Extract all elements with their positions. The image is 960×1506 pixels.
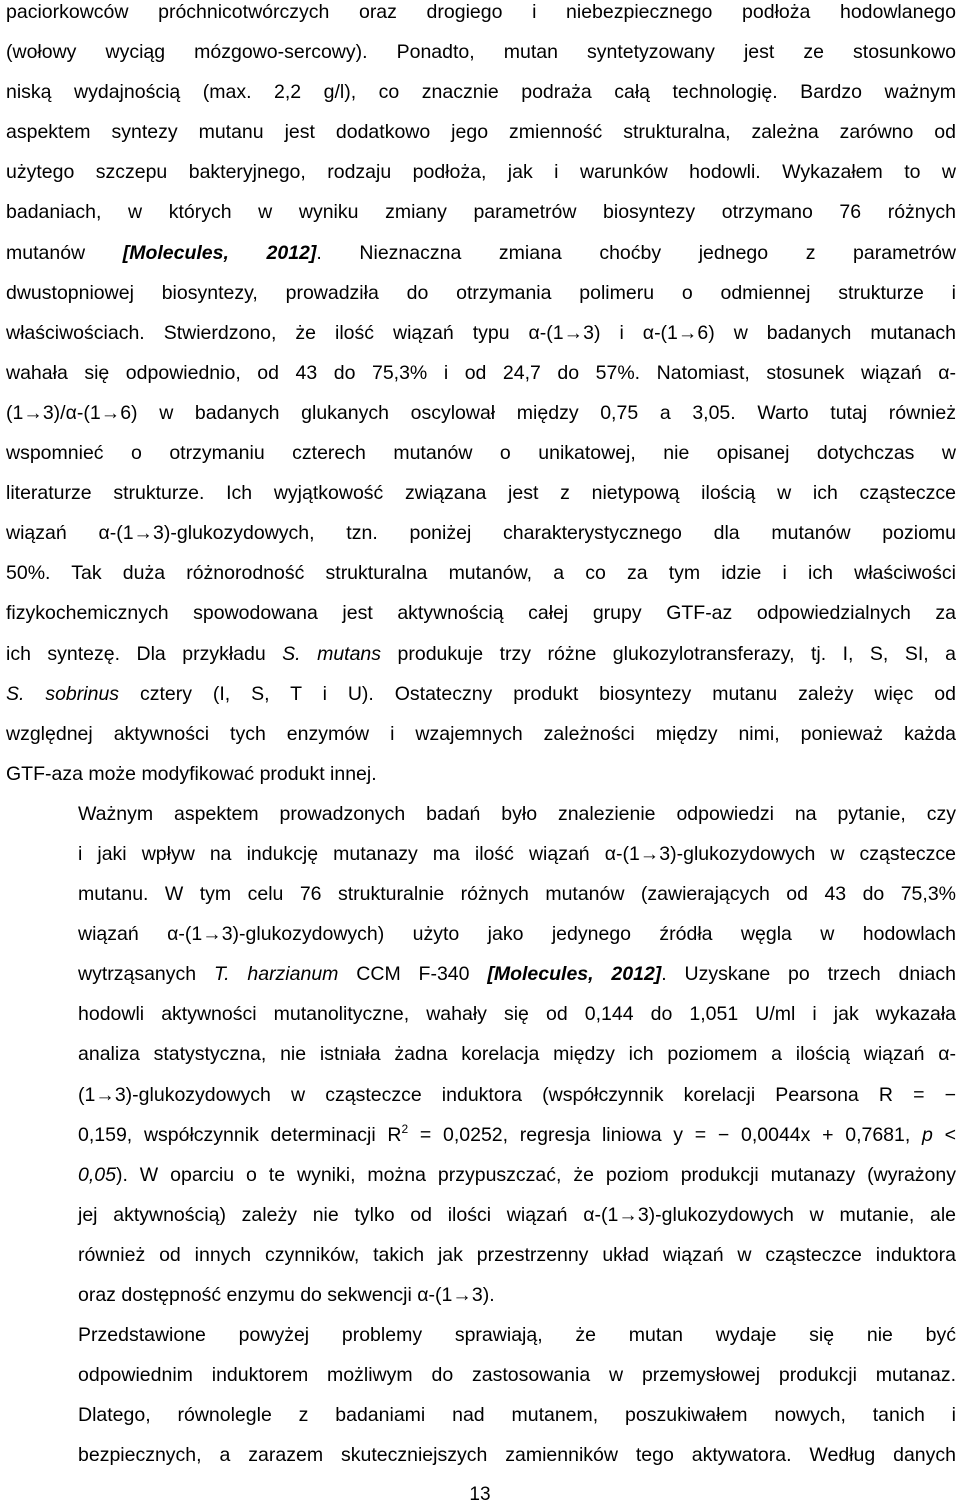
text-run: ich syntezę. Dla przykładu (6, 642, 283, 665)
text-line: Przedstawione powyżej problemy sprawiają, że mutan wydaje się nie być (78, 1324, 956, 1347)
text-line (6, 954, 956, 994)
text-run: 0,159, współczynnik determinacji R (78, 1123, 402, 1146)
text-line: oraz dostępność enzymu do sekwencji α-(1→3). (78, 1284, 495, 1306)
paragraph-2 (6, 794, 956, 1315)
text-line (6, 674, 956, 714)
paragraph-3 (6, 1315, 956, 1475)
paragraph-1 (6, 0, 956, 794)
text-line: wiązań α-(1→3)-glukozydowych) użyto jako jedynego źródła węgla w hodowlach (78, 923, 956, 946)
text-run: CCM F-340 (338, 963, 488, 986)
text-line: wspomnieć o otrzymaniu czterech mutanów o unikatowej, nie opisanej dotychczas w (6, 442, 956, 465)
text-run: produkuje trzy różne glukozylotransferazy, tj. I, S, SI, a (381, 642, 956, 665)
text-line: analiza statystyczna, nie istniała żadna korelacja między ich poziomem a ilością wiązań α- (78, 1043, 956, 1066)
citation-molecules-2012: [Molecules, 2012] (487, 963, 662, 986)
text-run: . Uzyskane po trzech dniach (661, 963, 956, 986)
text-line: mutanu. W tym celu 76 strukturalnie różnych mutanów (zawierających od 43 do 75,3% (78, 883, 956, 906)
text-line: GTF-aza może modyfikować produkt innej. (6, 762, 377, 785)
text-line: 50%. Tak duża różnorodność strukturalna mutanów, a co za tym idzie i ich właściwości (6, 562, 956, 585)
text-line: paciorkowców próchnicotwórczych oraz drogiego i niebezpiecznego podłoża hodowlanego (6, 1, 956, 23)
superscript: 2 (401, 1121, 409, 1136)
text-line: hodowli aktywności mutanolityczne, wahały się od 0,144 do 1,051 U/ml i jak wykazała (78, 1003, 956, 1026)
text-line (6, 233, 956, 273)
text-line: literaturze strukturze. Ich wyjątkowość związana jest z nietypową ilością w ich cząsteczce (6, 482, 956, 505)
text-run: = 0,0252, regresja liniowa y = − 0,0044x + 0,7681, (408, 1123, 923, 1146)
text-line (6, 1155, 956, 1195)
text-line: fizykochemicznych spowodowana jest aktywnością całej grupy GTF-az odpowiedzialnych za (6, 602, 956, 625)
text-line: wahała się odpowiednio, od 43 do 75,3% i od 24,7 do 57%. Natomiast, stosunek wiązań α- (6, 361, 956, 384)
text-line (6, 1115, 956, 1155)
text-line: właściwościach. Stwierdzono, że ilość wiązań typu α-(1→3) i α-(1→6) w badanych mutanach (6, 321, 956, 344)
text-run: . Nieznaczna zmiana choćby jednego z parametrów (316, 241, 957, 264)
text-line: również od innych czynników, takich jak przestrzenny układ wiązań w cząsteczce induktora (78, 1243, 956, 1266)
species-name: T. harzianum (213, 963, 339, 986)
p-value: 0,05 (78, 1163, 116, 1186)
text-line: wiązań α-(1→3)-glukozydowych, tzn. poniżej charakterystycznego dla mutanów poziomu (6, 522, 956, 545)
text-line: jej aktywnością) zależy nie tylko od ilości wiązań α-(1→3)-glukozydowych w mutanie, ale (78, 1203, 956, 1226)
text-line: względnej aktywności tych enzymów i wzajemnych zależności między nimi, ponieważ każda (6, 722, 956, 745)
text-line (6, 634, 956, 674)
text-run: cztery (I, S, T i U). Ostateczny produkt biosyntezy mutanu zależy więc od (119, 682, 956, 705)
text-line: i jaki wpływ na indukcję mutanazy ma ilość wiązań α-(1→3)-glukozydowych w cząsteczce (78, 842, 956, 865)
body-text (6, 0, 956, 1475)
text-run: ). W oparciu o te wyniki, można przypuszczać, że poziom produkcji mutanazy (wyrażony (115, 1163, 956, 1186)
text-line: Dlatego, równolegle z badaniami nad mutanem, poszukiwałem nowych, tanich i (78, 1404, 956, 1427)
text-line: Ważnym aspektem prowadzonych badań było znalezienie odpowiedzi na pytanie, czy (78, 802, 956, 825)
text-line: niską wydajnością (max. 2,2 g/l), co znacznie podraża całą technologię. Bardzo ważnym (6, 81, 956, 104)
text-line: aspektem syntezy mutanu jest dodatkowo jego zmienność strukturalna, zależna zarówno od (6, 121, 956, 144)
text-line: (wołowy wyciąg mózgowo-sercowy). Ponadto, mutan syntetyzowany jest ze stosunkowo (6, 41, 956, 64)
text-line: dwustopniowej biosyntezy, prowadziła do otrzymania polimeru o odmiennej strukturze i (6, 281, 956, 304)
text-run: mutanów (6, 241, 123, 264)
species-name: S. sobrinus (6, 682, 120, 705)
p-value-symbol: p (922, 1123, 933, 1146)
text-line: (1→3)/α-(1→6) w badanych glukanych oscylował między 0,75 a 3,05. Warto tutaj również (6, 401, 956, 424)
page-number: 13 (469, 1484, 491, 1505)
text-line: odpowiednim induktorem możliwym do zastosowania w przemysłowej produkcji mutanaz. (78, 1364, 956, 1387)
text-line: badaniach, w których w wyniku zmiany parametrów biosyntezy otrzymano 76 różnych (6, 201, 956, 224)
text-line: (1→3)-glukozydowych w cząsteczce induktora (współczynnik korelacji Pearsona R = − (78, 1083, 956, 1106)
text-line: bezpiecznych, a zarazem skuteczniejszych zamienników tego aktywatora. Według danych (78, 1444, 956, 1467)
species-name: S. mutans (282, 642, 382, 665)
text-run: < (932, 1123, 956, 1146)
text-line: użytego szczepu bakteryjnego, rodzaju podłoża, jak i warunków hodowli. Wykazałem to w (6, 161, 956, 184)
citation-molecules-2012: [Molecules, 2012] (122, 241, 317, 264)
text-run: wytrząsanych (78, 963, 214, 986)
